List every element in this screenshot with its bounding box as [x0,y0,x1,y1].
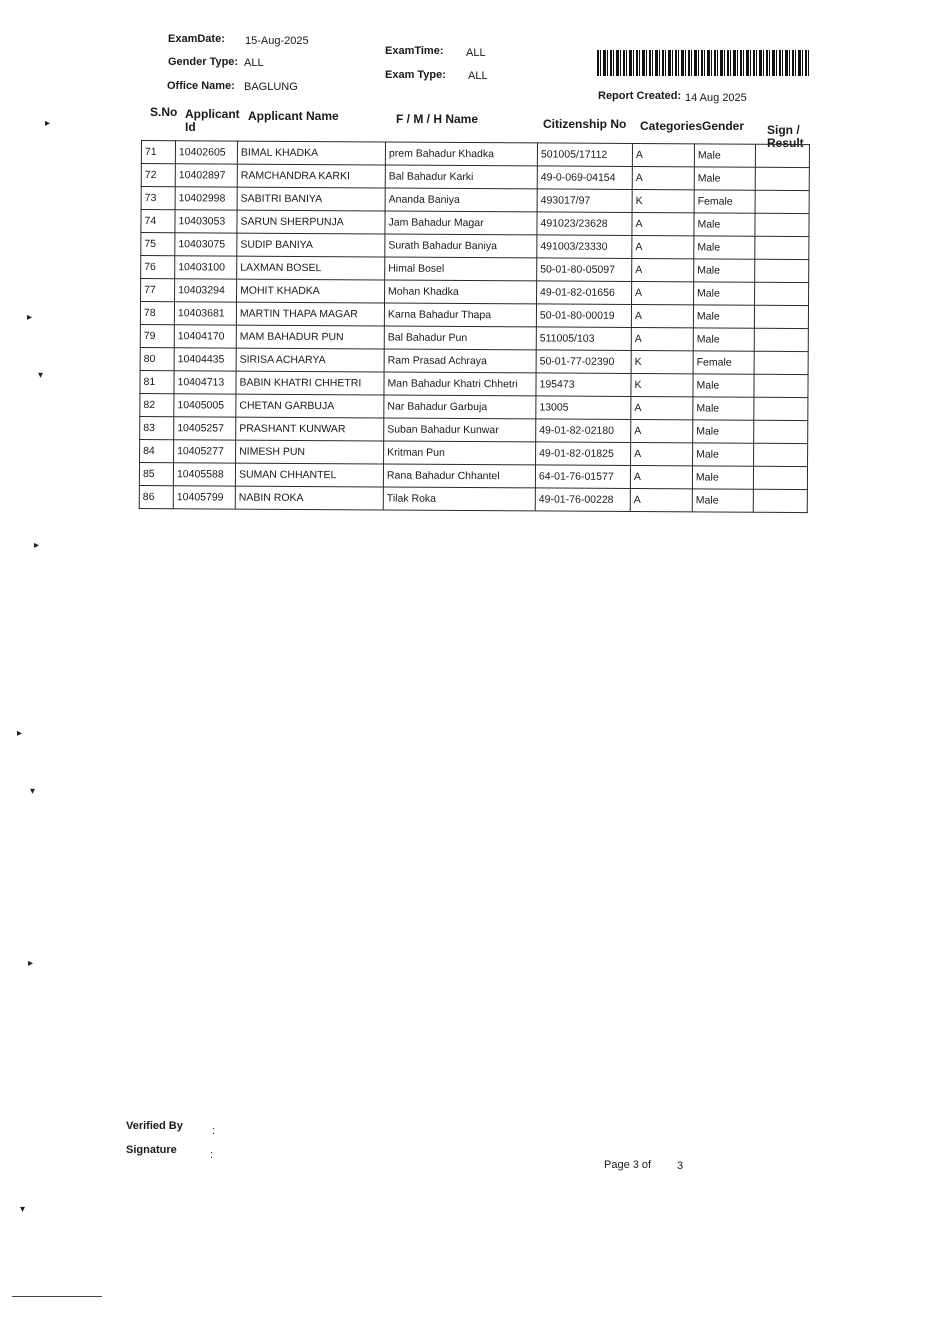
cell-fmh: Ananda Baniya [385,188,537,212]
cell-sign-result [755,259,809,282]
col-head-applicant-id-line1: Applicant [185,107,240,121]
cell-name: MARTIN THAPA MAGAR [236,302,384,326]
page-number-label: Page 3 of [604,1159,652,1171]
cell-citizenship: 49-01-82-01825 [536,442,631,466]
cell-name: MOHIT KHADKA [237,279,385,303]
cell-category: A [632,259,694,282]
cell-category: A [632,167,694,190]
cell-citizenship: 501005/17112 [537,143,632,167]
cell-gender: Male [694,213,755,236]
cell-citizenship: 49-0-069-04154 [537,166,632,190]
cell-sno: 82 [140,393,174,416]
cell-id: 10402605 [175,141,237,164]
cell-gender: Male [694,144,755,167]
cell-id: 10405257 [174,417,236,440]
cell-fmh: Suban Bahadur Kunwar [384,418,536,442]
cell-sign-result [755,144,809,167]
cell-sign-result [754,374,808,397]
exam-time-label: ExamTime: [385,45,444,57]
applicant-table [139,140,810,513]
scan-speck: ▸ [27,312,33,323]
cell-category: A [632,213,694,236]
gender-type-label: Gender Type: [168,56,239,68]
cell-gender: Male [693,397,754,420]
cell-sno: 74 [141,210,175,233]
cell-gender: Male [693,374,754,397]
report-created-value: 14 Aug 2025 [685,92,747,104]
exam-date-value: 15-Aug-2025 [245,35,309,47]
verified-by-colon: : [212,1125,216,1137]
scan-speck: ▸ [45,118,51,129]
cell-id: 10405005 [174,394,236,417]
col-head-sign-result-line1: Sign / [767,123,800,137]
cell-name: NIMESH PUN [236,440,384,464]
cell-fmh: Himal Bosel [385,257,537,281]
cell-sno: 86 [139,485,173,508]
signature-label: Signature [126,1144,177,1156]
applicant-table-body [139,141,809,513]
cell-citizenship: 50-01-77-02390 [536,350,631,374]
cell-id: 10405588 [173,463,235,486]
cell-sno: 72 [141,164,175,187]
cell-fmh: Jam Bahadur Magar [385,211,537,235]
cell-id: 10404170 [174,325,236,348]
col-head-sno: S.No [150,105,178,119]
cell-sign-result [755,190,809,213]
cell-fmh: Kritman Pun [384,441,536,465]
cell-name: CHETAN GARBUJA [236,394,384,418]
col-head-gender: Gender [702,119,745,133]
cell-citizenship: 511005/103 [536,327,631,351]
cell-name: LAXMAN BOSEL [237,256,385,280]
exam-time-value: ALL [466,47,486,59]
cell-category: A [631,419,693,442]
cell-sno: 85 [139,462,173,485]
cell-fmh: Karna Bahadur Thapa [384,303,536,327]
cell-name: PRASHANT KUNWAR [236,417,384,441]
cell-fmh: Nar Bahadur Garbuja [384,395,536,419]
cell-sign-result [753,466,807,489]
cell-fmh: Rana Bahadur Chhantel [383,464,535,488]
cell-citizenship: 49-01-82-02180 [536,419,631,443]
cell-sno: 77 [141,279,175,302]
cell-category: A [631,442,693,465]
cell-name: MAM BAHADUR PUN [236,325,384,349]
cell-fmh: Mohan Khadka [385,280,537,304]
cell-gender: Male [694,282,755,305]
cell-id: 10404435 [174,348,236,371]
cell-sign-result [755,282,809,305]
cell-sign-result [754,305,808,328]
exam-type-value: ALL [468,70,488,82]
cell-fmh: Tilak Roka [383,487,535,511]
cell-sno: 78 [140,302,174,325]
cell-fmh: Surath Bahadur Baniya [385,234,537,258]
cell-gender: Male [693,305,754,328]
cell-id: 10402897 [175,164,237,187]
cell-citizenship: 491003/23330 [537,235,632,259]
scan-edge-line [12,1296,102,1297]
cell-name: SARUN SHERPUNJA [237,210,385,234]
cell-sno: 76 [141,256,175,279]
cell-citizenship: 49-01-76-00228 [535,488,630,512]
verified-by-label: Verified By [126,1120,183,1132]
cell-citizenship: 493017/97 [537,189,632,213]
cell-id: 10403681 [174,302,236,325]
col-head-applicant-name: Applicant Name [248,109,339,123]
cell-name: NABIN ROKA [235,486,383,510]
page-number-total: 3 [677,1160,684,1172]
cell-sign-result [753,489,807,512]
cell-id: 10403294 [175,279,237,302]
cell-citizenship: 195473 [536,373,631,397]
scan-speck: ▸ [17,728,23,739]
cell-fmh: Man Bahadur Khatri Chhetri [384,372,536,396]
cell-name: SABITRI BANIYA [237,187,385,211]
table-row [139,485,807,512]
cell-category: K [631,350,693,373]
cell-citizenship: 50-01-80-00019 [536,304,631,328]
cell-citizenship: 49-01-82-01656 [537,281,632,305]
cell-category: A [632,236,694,259]
cell-name: SIRISA ACHARYA [236,348,384,372]
cell-category: A [630,488,692,511]
cell-gender: Male [692,489,753,512]
scan-speck: ▾ [30,786,36,797]
cell-sno: 71 [141,141,175,164]
cell-gender: Male [693,443,754,466]
cell-fmh: Bal Bahadur Pun [384,326,536,350]
cell-id: 10402998 [175,187,237,210]
cell-citizenship: 64-01-76-01577 [535,465,630,489]
col-head-citizenship-no: Citizenship No [543,117,627,131]
report-created-label: Report Created: [598,90,682,102]
cell-id: 10405799 [173,486,235,509]
scan-speck: ▾ [38,370,44,381]
cell-sno: 80 [140,347,174,370]
cell-sign-result [755,236,809,259]
cell-sno: 75 [141,233,175,256]
cell-name: SUDIP BANIYA [237,233,385,257]
cell-sno: 83 [140,416,174,439]
cell-gender: Female [693,351,754,374]
cell-category: A [632,281,694,304]
cell-citizenship: 50-01-80-05097 [537,258,632,282]
exam-type-label: Exam Type: [385,69,446,81]
col-head-applicant-id-line2: Id [185,120,196,134]
cell-category: A [631,304,693,327]
cell-id: 10403075 [175,233,237,256]
cell-name: BABIN KHATRI CHHETRI [236,371,384,395]
cell-fmh: Bal Bahadur Karki [385,165,537,189]
barcode-icon [597,50,810,76]
cell-name: BIMAL KHADKA [237,141,385,165]
cell-gender: Female [694,190,755,213]
cell-sno: 73 [141,187,175,210]
cell-id: 10403100 [175,256,237,279]
cell-category: A [632,144,694,167]
cell-fmh: Ram Prasad Achraya [384,349,536,373]
cell-sign-result [754,443,808,466]
cell-gender: Male [694,167,755,190]
col-head-fmh-name: F / M / H Name [396,112,479,126]
cell-sign-result [754,351,808,374]
col-head-categories: Categories [640,119,703,133]
cell-id: 10404713 [174,371,236,394]
cell-sign-result [754,397,808,420]
cell-sno: 79 [140,324,174,347]
cell-sno: 84 [140,439,174,462]
scan-speck: ▾ [20,1204,26,1215]
cell-category: K [632,190,694,213]
cell-citizenship: 491023/23628 [537,212,632,236]
scan-speck: ▸ [28,958,34,969]
cell-name: SUMAN CHHANTEL [235,463,383,487]
cell-gender: Male [692,466,753,489]
cell-id: 10405277 [174,440,236,463]
cell-sno: 81 [140,370,174,393]
cell-sign-result [754,420,808,443]
cell-sign-result [754,328,808,351]
exam-date-label: ExamDate: [168,33,225,45]
col-head-applicant-id [185,108,240,134]
cell-sign-result [755,167,809,190]
office-name-value: BAGLUNG [244,81,298,93]
cell-gender: Male [694,259,755,282]
signature-colon: : [210,1149,214,1161]
gender-type-value: ALL [244,57,264,69]
cell-fmh: prem Bahadur Khadka [385,142,537,166]
cell-category: A [631,396,693,419]
cell-sign-result [755,213,809,236]
cell-gender: Male [694,236,755,259]
col-head-sign-result-line2: Result [767,136,804,150]
cell-category: A [631,327,693,350]
cell-category: K [631,373,693,396]
cell-id: 10403053 [175,210,237,233]
cell-category: A [630,465,692,488]
cell-gender: Male [693,420,754,443]
cell-name: RAMCHANDRA KARKI [237,164,385,188]
cell-citizenship: 13005 [536,396,631,420]
scan-speck: ▸ [34,540,40,551]
office-name-label: Office Name: [167,80,235,92]
cell-gender: Male [693,328,754,351]
